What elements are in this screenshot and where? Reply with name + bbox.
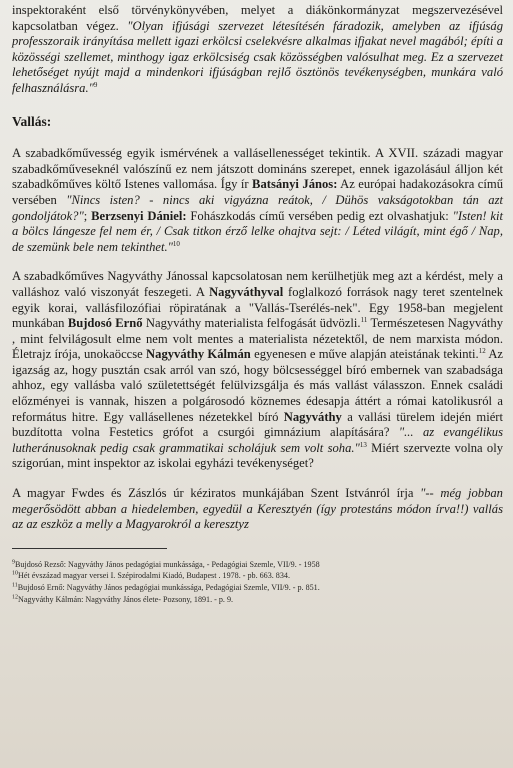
footnote-separator bbox=[12, 548, 167, 549]
footnote-ref: 9 bbox=[93, 80, 98, 89]
intro-paragraph: inspektoraként első törvénykönyvében, melyet a diákönkormányzat megszervezésével kapcsolatban végez. "Olyan ifjúsági szervezet létesítésén fáradozik, amelyben az ifjúság professzoraik irányítása mellett igazi erkölcsi cselekvésre alkalmas ifjakat nevel magából; építi a közösségi szellemet, minthogy igaz erkölcsiség csak közösségben valósulhat meg. Ez a szervezet lehetőséget nyújt majd a mindenkori ifjúságban rejlő ösztönös tevékenységben, munkára való felhasználásra."$^9$ bbox=[12, 3, 503, 95]
name-bold: Nagyváthy bbox=[283, 409, 342, 424]
footnote: $^{12}$Nagyváthy Kálmán: Nagyváthy János élete- Pozsony, 1891. - p. 9. bbox=[12, 593, 234, 604]
section-heading: Vallás: bbox=[12, 113, 52, 129]
footnote: $^{10}$Hét évszázad magyar versei I. Szépirodalmi Kiadó, Budapest . 1978. - pb. 663. 834. bbox=[12, 570, 290, 581]
author-name: Berzsenyi Dániel: bbox=[91, 208, 187, 223]
quote: "... az evangélikus lutheránusoknak pedig csak grammatikai scholájuk sem volt soha." bbox=[12, 425, 503, 455]
paragraph-1: A szabadkőművesség egyik ismérvének a vallásellenességet tekintik. A XVII. századi magyar szabadkőműveseknél valószínű ez nem játszott domináns szerepet, ennek igazolásául álljon két szabadkőműves költő Istenes vallomása. Így ír Batsányi János: Az európai hadakozásokra című versében "Nincs isten? - nincs aki vigyázna reátok, / Dühös vakságotokban tán azt gondoljátok?"; Berzsenyi Dániel: Fohászkodás című versében pedig ezt olvashatjuk: "Isten! kit a bölcs lángesze fel nem ér, / Csak titkon érző lelke ohajtva sejt: / Léted világít, mint égő / Nap, de szemünk bele nem tekinthet."$^{10}$ bbox=[12, 146, 503, 254]
name-bold: Nagyváthyval bbox=[209, 284, 284, 299]
quote: "Nincs isten? - nincs aki vigyázna reátok, / Dühös vakságotokban tán azt gondoljátok?" bbox=[12, 192, 503, 223]
name-bold: Bujdosó Ernő bbox=[67, 316, 143, 331]
quote: "Olyan ifjúsági szervezet létesítésén fáradozik, amelyben az ifjúság professzoraik irányítása mellett igazi erkölcsi cselekvésre alkalmas ifjakat nevel magából; építi a közösségi szellemet, minthogy igaz erkölcsiség csak közösségben valósulhat meg. Ez a szervezet lehetőséget nyújt majd a mindenkori ifjúságban rejlő ösztönös tevékenységben, munkára való felhasználásra." bbox=[12, 18, 503, 95]
author-name: Batsányi János: bbox=[252, 177, 338, 192]
paragraph-3: A magyar Fwdes és Zászlós úr kéziratos munkájában Szent Istvánról írja "-- még jobban megerősödött abban a hiedelemben, egyedül a Keresztyén (így protestáns módon írva!!) vallás az az eszköz a melly a Magyarokról a keresztyz bbox=[12, 486, 503, 532]
footnote-ref: 13 bbox=[359, 440, 367, 449]
footnote: $^9$Bujdosó Rezső: Nagyváthy János pedagógiai munkássága, - Pedagógiai Szemle, VII/9. - 1958 bbox=[12, 559, 320, 569]
paragraph-2: A szabadkőműves Nagyváthy Jánossal kapcsolatosan nem kerülhetjük meg azt a kérdést, mely a valláshoz való viszonyát feszegeti. A Nagyváthyval foglalkozó források nagy teret szentelnek egyik korai, vallásfilozófiai röpiratának a "Vallás-Tserélés-nek". Egy 1958-ban megjelent munkában Bujdosó Ernő Nagyváthy materialista felfogását üdvözli.$^{11}$ Természetesen Nagyváthy , mint felvilágosult elme nem volt mentes a materialista nézetektől, de nem marxista módon. Életrajz írója, unokaöccse Nagyváthy Kálmán egyenesen e műve alapján ateistának tekinti.$^{12}$ Az igazság az, hogy pusztán csak arról van szó, hogy bölcsességgel bíró embernek van szabadsága ahhoz, egy vallásba való születettségét felülvizsgálja és más vallást válasszon. Ennek családi előzményei is vannak, hiszen a polgárosodó köznemes édesapja áttért a római katolikusról a református hitre. Egy vallásellenes nézetekkel bíró Nagyváthy a vallási türelem idején miért buzdította volna Festetics grófot a csurgói gimnázium alapítására? "... az evangélikus lutheránusoknak pedig csak grammatikai scholájuk sem volt soha."$^{13}$ Miért szervezte volna oly szigorúan, mint inspektor az iskolai egyházi tevékenységet? bbox=[12, 269, 504, 471]
quote: "Isten! kit a bölcs lángesze fel nem ér, / Csak titkon érző lelke ohajtva sejt: / Léted világít, mint égő / Nap, de szemünk bele nem tekinthet." bbox=[12, 208, 503, 254]
name-bold: Nagyváthy Kálmán bbox=[146, 347, 251, 362]
quote: "-- még jobban megerősödött abban a hiedelemben, egyedül a Keresztyén (így protestáns módon írva!!) vallás az az eszköz a melly a Magyarokról a keresztyz bbox=[12, 486, 503, 532]
footnote: $^{11}$Bujdosó Ernő: Nagyváthy János pedagógiai munkássága, Pedagógiai Szemle, VII/9. - p. 851. bbox=[12, 582, 320, 592]
footnote-ref: 12 bbox=[478, 347, 486, 356]
footnote-ref: 11 bbox=[360, 315, 368, 324]
footnote-ref: 10 bbox=[172, 239, 180, 248]
footnotes bbox=[12, 559, 503, 605]
